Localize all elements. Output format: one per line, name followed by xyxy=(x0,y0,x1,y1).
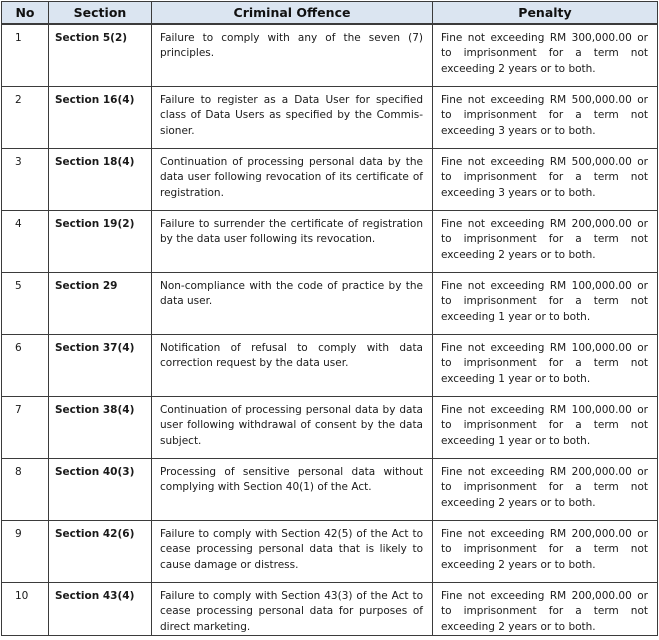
cell-section: Section 5(2) xyxy=(49,24,152,87)
cell-penalty: Fine not exceeding RM 100,000.00 or to imprisonment for a term not exceeding 1 year or to both. xyxy=(433,273,658,335)
cell-offence: Failure to surrender the certificate of registration by the data user following its revocation. xyxy=(152,211,433,273)
offence-table xyxy=(1,1,658,636)
cell-no: 9 xyxy=(2,521,49,583)
table-row xyxy=(2,583,658,636)
cell-section: Section 29 xyxy=(49,273,152,335)
cell-penalty: Fine not exceeding RM 500,000.00 or to imprisonment for a term not exceeding 3 years or to both. xyxy=(433,149,658,211)
cell-no: 8 xyxy=(2,459,49,521)
cell-offence: Failure to comply with Section 43(3) of the Act to cease processing personal data for purposes of direct marketing. xyxy=(152,583,433,636)
cell-penalty: Fine not exceeding RM 200,000.00 or to imprisonment for a term not exceeding 2 years or to both. xyxy=(433,583,658,636)
cell-offence: Continuation of processing personal data by the data user following revocation of its certificate of registration. xyxy=(152,149,433,211)
cell-section: Section 42(6) xyxy=(49,521,152,583)
header-row xyxy=(2,2,658,25)
cell-offence: Notification of refusal to comply with data correction request by the data user. xyxy=(152,335,433,397)
table-row xyxy=(2,459,658,521)
cell-penalty: Fine not exceeding RM 200,000.00 or to imprisonment for a term not exceeding 2 years or to both. xyxy=(433,459,658,521)
cell-section: Section 19(2) xyxy=(49,211,152,273)
cell-penalty: Fine not exceeding RM 200,000.00 or to imprisonment for a term not exceeding 2 years or to both. xyxy=(433,211,658,273)
header-no: No xyxy=(2,2,49,25)
table-body xyxy=(2,24,658,636)
header-penalty: Penalty xyxy=(433,2,658,25)
header-offence: Criminal Offence xyxy=(152,2,433,25)
cell-section: Section 18(4) xyxy=(49,149,152,211)
cell-no: 10 xyxy=(2,583,49,636)
cell-no: 1 xyxy=(2,24,49,87)
cell-section: Section 43(4) xyxy=(49,583,152,636)
cell-penalty: Fine not exceeding RM 200,000.00 or to imprisonment for a term not exceeding 2 years or to both. xyxy=(433,521,658,583)
cell-penalty: Fine not exceeding RM 500,000.00 or to imprisonment for a term not exceeding 3 years or to both. xyxy=(433,87,658,149)
cell-section: Section 16(4) xyxy=(49,87,152,149)
cell-offence: Failure to comply with any of the seven (7) principles. xyxy=(152,24,433,87)
cell-offence: Non-compliance with the code of practice by the data user. xyxy=(152,273,433,335)
cell-offence: Failure to register as a Data User for specified class of Data Users as specified by the Commis-sioner. xyxy=(152,87,433,149)
table-row xyxy=(2,335,658,397)
table-row xyxy=(2,273,658,335)
cell-no: 7 xyxy=(2,397,49,459)
cell-offence: Continuation of processing personal data by data user following withdrawal of consent by the data subject. xyxy=(152,397,433,459)
table-row xyxy=(2,24,658,87)
cell-no: 3 xyxy=(2,149,49,211)
table-row xyxy=(2,521,658,583)
table-row xyxy=(2,397,658,459)
table-row xyxy=(2,211,658,273)
table-row xyxy=(2,87,658,149)
cell-offence: Failure to comply with Section 42(5) of the Act to cease processing personal data that is likely to cause damage or distress. xyxy=(152,521,433,583)
cell-no: 5 xyxy=(2,273,49,335)
header-section: Section xyxy=(49,2,152,25)
cell-penalty: Fine not exceeding RM 100,000.00 or to imprisonment for a term not exceeding 1 year or to both. xyxy=(433,335,658,397)
cell-no: 4 xyxy=(2,211,49,273)
cell-no: 6 xyxy=(2,335,49,397)
table-header xyxy=(2,2,658,25)
cell-section: Section 40(3) xyxy=(49,459,152,521)
cell-section: Section 38(4) xyxy=(49,397,152,459)
cell-section: Section 37(4) xyxy=(49,335,152,397)
cell-penalty: Fine not exceeding RM 100,000.00 or to imprisonment for a term not exceeding 1 year or to both. xyxy=(433,397,658,459)
table-row xyxy=(2,149,658,211)
cell-no: 2 xyxy=(2,87,49,149)
cell-offence: Processing of sensitive personal data without complying with Section 40(1) of the Act. xyxy=(152,459,433,521)
cell-penalty: Fine not exceeding RM 300,000.00 or to imprisonment for a term not exceeding 2 years or to both. xyxy=(433,24,658,87)
